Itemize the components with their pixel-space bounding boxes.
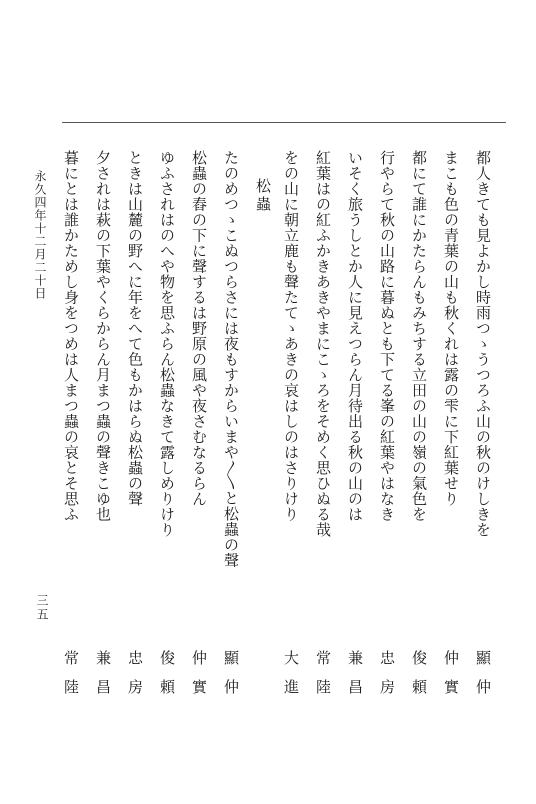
author-10: 俊頼 — [158, 650, 176, 708]
poem-13: 暮にとは誰かためし身をつめは人まつ蟲の哀とそ思ふ — [62, 150, 80, 522]
author-4: 忠房 — [378, 650, 396, 708]
poem-4: 行やらて秋の山路に暮ぬとも下てる峯の紅葉やはなき — [378, 150, 396, 522]
author-11: 忠房 — [126, 650, 144, 708]
poem-12: 夕されは萩の下葉やくらからん月まつ蟲の聲きこゆ也 — [94, 150, 112, 522]
date-note: 永久四年十二月二十日 — [33, 170, 47, 300]
author-7: 大進 — [282, 650, 300, 708]
author-8: 顯仲 — [222, 650, 240, 708]
poem-11: ときは山麓の野へに年をへて色もかはらぬ松蟲の聲 — [126, 150, 144, 507]
poem-9: 松蟲の舂の下に聲するは野原の風や夜さむなるらん — [190, 150, 208, 507]
poem-3: 都にて誰にかたらんもみちする立田の山の嶺の氣色を — [410, 150, 428, 522]
author-13: 常陸 — [62, 650, 80, 708]
author-12: 兼昌 — [94, 650, 112, 708]
poem-6: 紅葉はの紅ふかきあきやまにこゝろをそめく思ひぬる哉 — [314, 150, 332, 538]
author-3: 俊頼 — [410, 650, 428, 708]
poem-7: をの山に朝立鹿も聲たてゝあきの哀はしのはさりけり — [282, 150, 300, 522]
author-1: 顯仲 — [474, 650, 492, 708]
section-heading: 松蟲 — [254, 178, 272, 214]
poem-10: ゆふされはのへや物を思ふらん松蟲なきて露しめりけり — [158, 150, 176, 538]
author-6: 常陸 — [314, 650, 332, 708]
author-2: 仲實 — [442, 650, 460, 708]
author-5: 兼昌 — [346, 650, 364, 708]
poem-1: 都人きても見よかし時雨つゝうつろふ山の秋のけしきを — [474, 150, 492, 538]
page-number: 三五 — [35, 594, 49, 622]
header-rule — [62, 122, 506, 123]
author-9: 仲實 — [190, 650, 208, 708]
poem-2: まこも色の青葉の山も秋くれは露の雫に下紅葉せり — [442, 150, 460, 507]
poem-5: いそく旅うしとか人に見えつらん月待出る秋の山のは — [346, 150, 364, 522]
poem-8: たのめつゝこぬつらさには夜もすからいまや〳〵と松蟲の聲 — [222, 150, 240, 568]
